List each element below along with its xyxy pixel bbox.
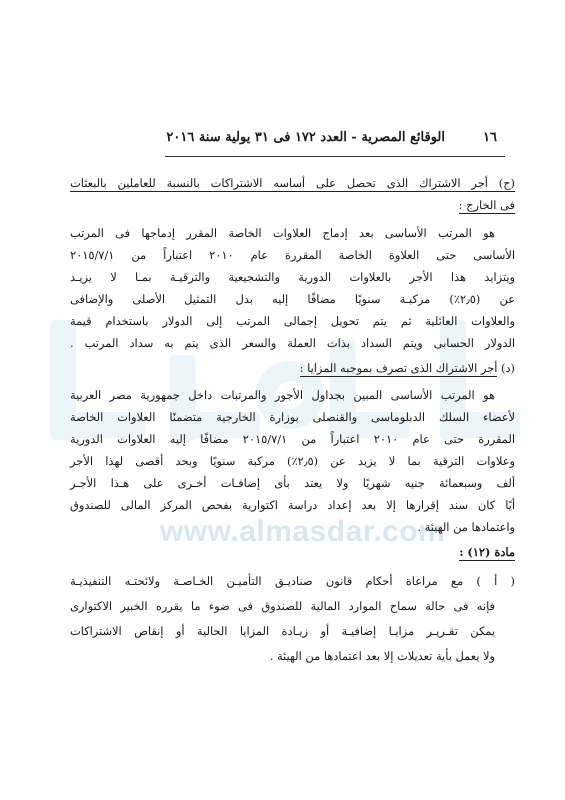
text-line: الأساسى حتى العلاوة الخاصة المقررة عام ٢٠١٠ اعتباراً من ٢٠١٥/٧/١	[70, 248, 515, 262]
text-line: لأعضاء السلك الدبلوماسى والقنصلى بوزارة الخارجية متضمنًا العلاوات الخاصة	[70, 410, 515, 424]
text-line: ويتزايد هذا الأجر بالعلاوات الدورية والتشجيعية والترقيـة بمـا لا يزيـد	[70, 270, 515, 284]
text-line: ولا يعمل بأية تعديلات إلا بعد اعتمادها من الهيئة .	[269, 649, 495, 663]
watermark-url: www.almasdar.com	[160, 515, 446, 548]
text-line: ألف وسبعمائة جنيه شهريًا ولا يعتد بأى إضافـات أخـرى على هـذا الأجـر	[70, 476, 515, 490]
header-divider	[165, 156, 505, 157]
clause-c-heading-cont-text: فى الخارج :	[458, 198, 515, 212]
text-line: والعلاوات العائلية ثم يتم تحويل إجمالى المرتب إلى الدولار باستخدام قيمة	[70, 314, 515, 328]
text-line: ( أ ) مع مراعاة أحكام قانون صناديـق التأميـن الخـاصـة ولائحتـه التنفيذيـة	[70, 574, 515, 588]
clause-c-heading-cont	[70, 197, 515, 213]
clause-d-label: (د)	[497, 361, 515, 375]
text-line: يمكن تقـريـر مزايـا إضافيـة أو زيـادة المزايا الحالية أو إنقاص الاشتراكات	[70, 624, 495, 638]
text-line: واعتمادها من الهيئة .	[417, 520, 515, 534]
article-12-heading-text: مادة (١٢) :	[459, 545, 515, 559]
text-line: عن (٢٫٥٪) مركبـة سنويًا مضافًا إليه بدل التمثيل الأصلى والإضافى	[70, 292, 515, 306]
page-number: ١٦	[483, 130, 497, 145]
clause-c-heading-text: (ج) أجر الاشتراك الذى تحصل على أساسه الاشتراكات بالنسبة للعاملين بالبعثات	[70, 176, 515, 190]
text-line: أيًا كان سند إقرارها إلا بعد إعداد دراسة اكتوارية بفحص المركز المالى للصندوق	[70, 498, 515, 512]
text-line: الدولار الحسابى ويتم السداد بذات العملة والسعر الذى يتم به سداد المرتب .	[70, 336, 515, 350]
gazette-title: الوقائع المصرية - العدد ١٧٢ فى ٣١ يولية سنة ٢٠١٦	[166, 130, 445, 145]
text-line: وعلاوات الترقية بما لا يزيد عن (٢٫٥٪) مركبة سنويًا وبحد أقصى لهذا الأجر	[70, 454, 515, 468]
clause-c-heading	[70, 175, 515, 191]
text-line: هو المرتب الأساسى المبين بجداول الأجور والمرتبات داخل جمهورية مصر العربية	[70, 388, 495, 402]
article-12-heading	[70, 544, 515, 560]
text-line: فإنه فى حالة سماح الموارد المالية للصندوق فى ضوء ما يقرره الخبير الاكتوارى	[70, 599, 495, 613]
text-line: هو المرتب الأساسى بعد إدماج العلاوات الخاصة المقرر إدماجها فى المرتب	[70, 226, 495, 240]
page-header	[165, 130, 505, 152]
clause-d-heading	[70, 360, 515, 376]
text-line: المقررة حتى عام ٢٠١٠ اعتباراً من ٢٠١٥/٧/١ مضافًا إليه العلاوات الدورية	[70, 432, 516, 446]
clause-d-heading-text: أجر الاشتراك الذى تصرف بموجبه المزايا :	[299, 361, 498, 375]
